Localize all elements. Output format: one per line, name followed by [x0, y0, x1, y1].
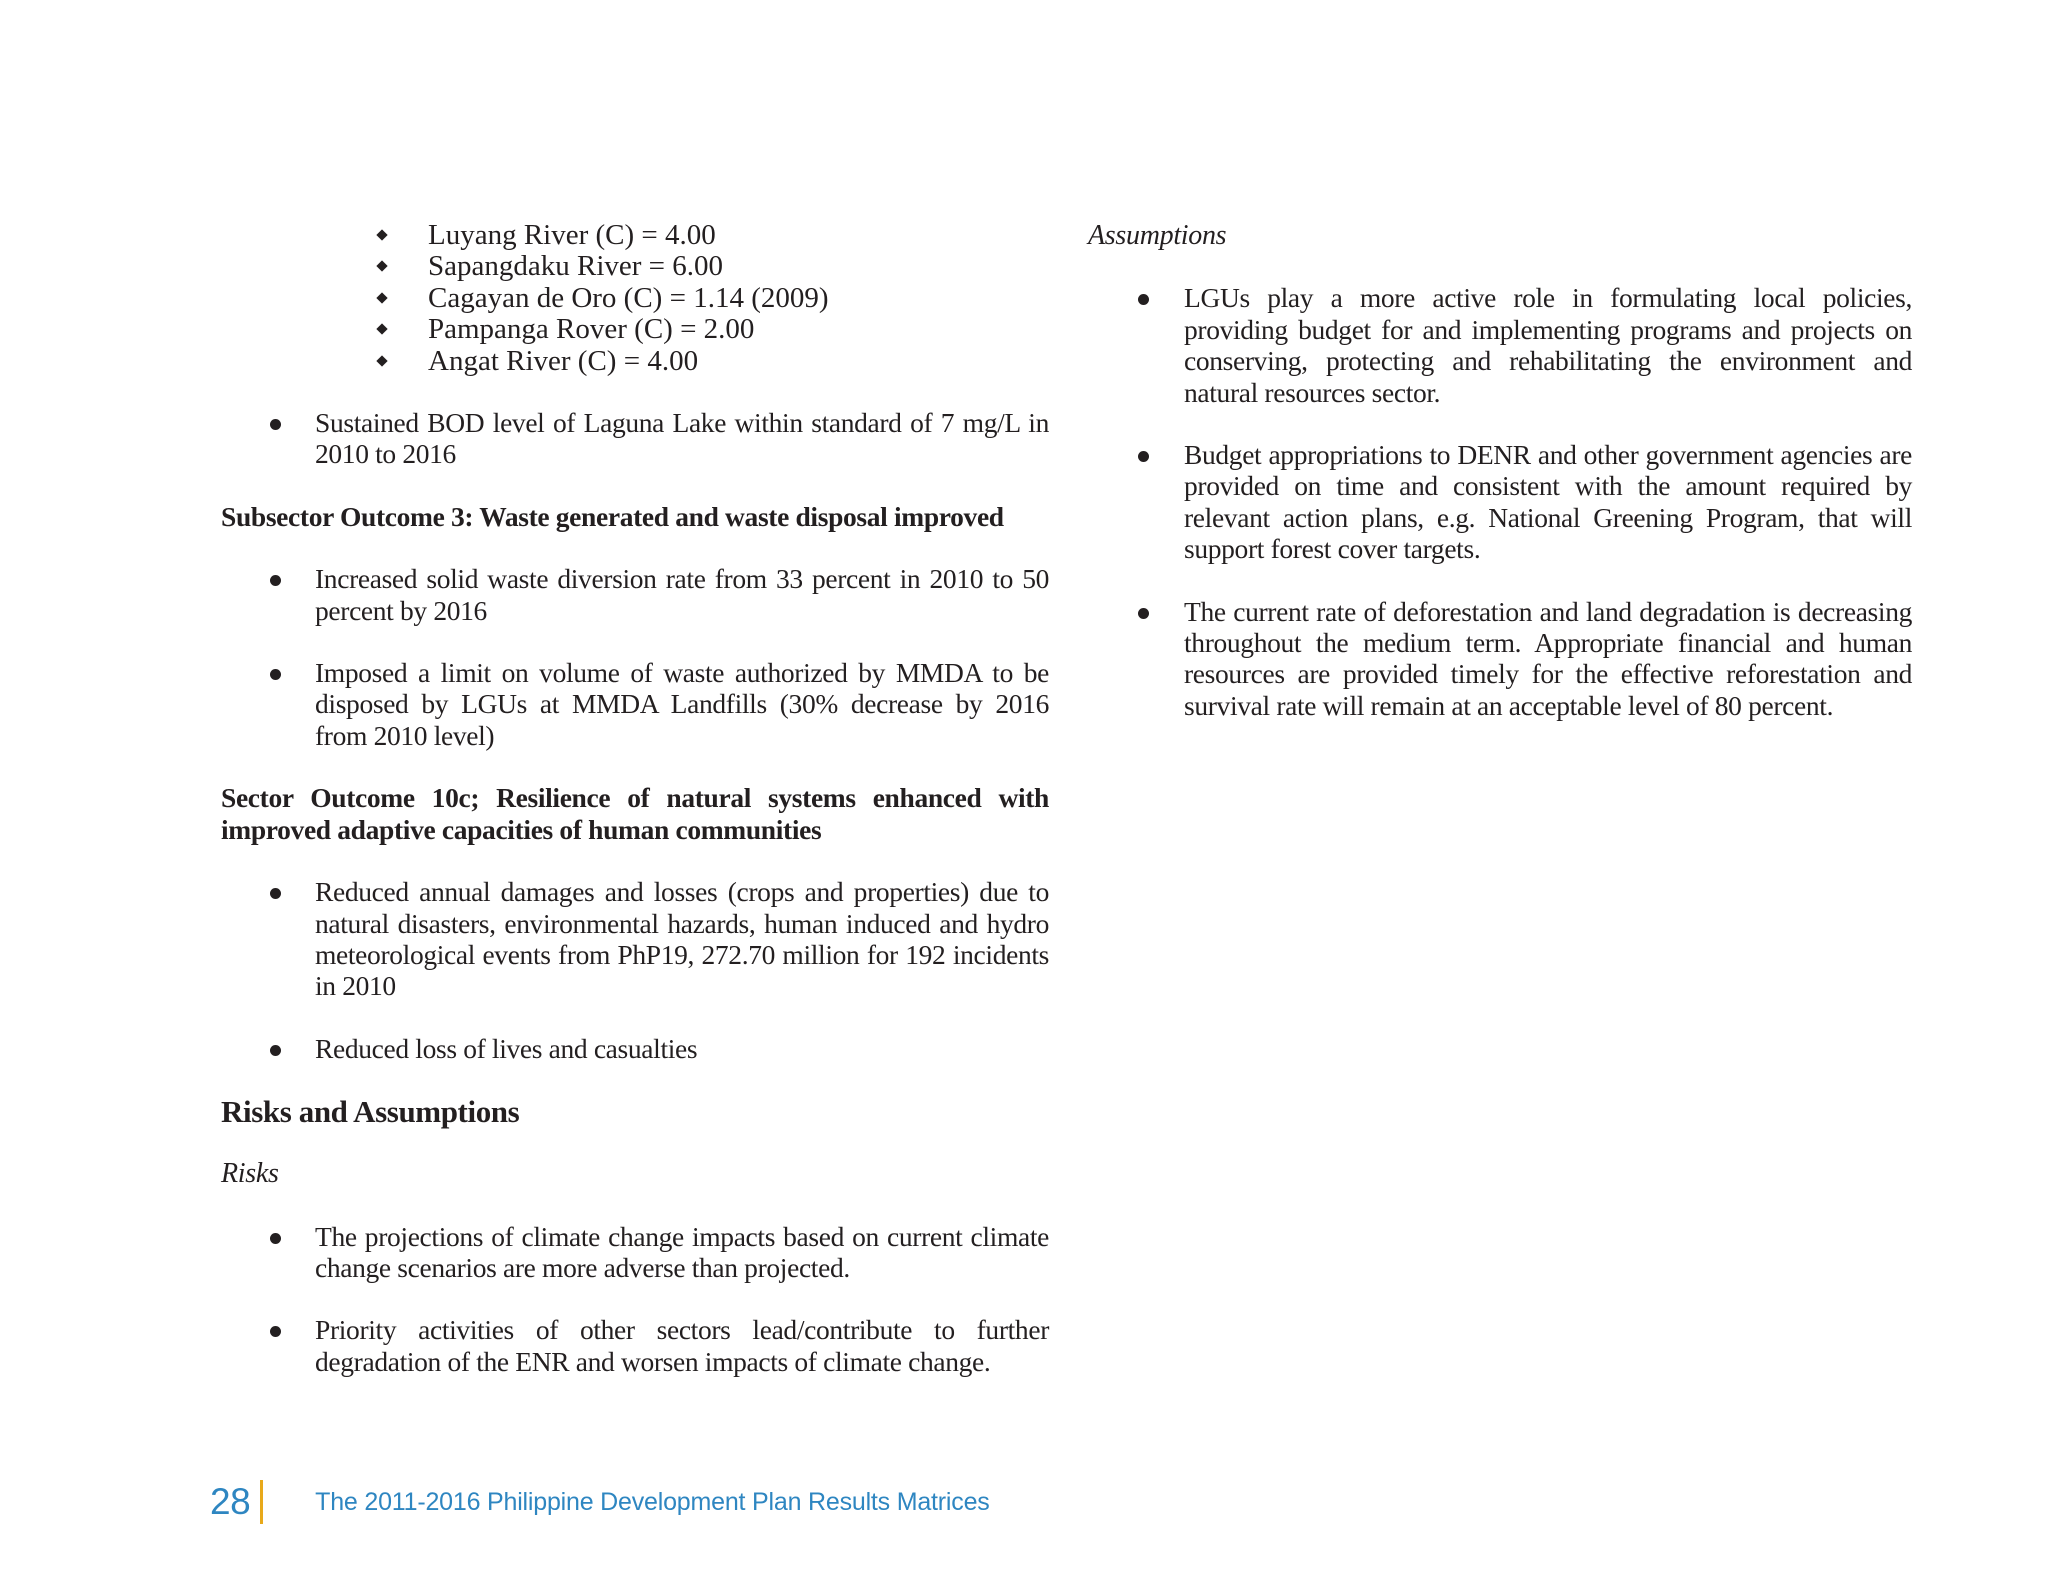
bullet-dot-icon	[270, 575, 281, 586]
bullet-text: Priority activities of other sectors lead/contribute to further degradation of the ENR and worsen impacts of climate change.	[315, 1314, 1049, 1377]
bullet-text: Reduced annual damages and losses (crops and properties) due to natural disasters, environmental hazards, human induced and hydro meteorological events from PhP19, 272.70 million for 192 incidents in 2010	[315, 876, 1049, 1002]
list-item	[221, 657, 1049, 751]
river-item-text: Luyang River (C) = 4.00	[428, 219, 716, 251]
bullet-dot-icon	[270, 419, 281, 430]
list-item	[221, 1221, 1049, 1284]
risks-and-assumptions-heading: Risks and Assumptions	[221, 1094, 520, 1130]
list-item	[221, 1314, 1049, 1377]
assumptions-list	[1088, 282, 1912, 721]
river-item-text: Cagayan de Oro (C) = 1.14 (2009)	[428, 281, 829, 314]
river-item-text: Sapangdaku River = 6.00	[428, 250, 724, 283]
bullet-text: The projections of climate change impacts based on current climate change scenarios are more adverse than projected.	[315, 1220, 1049, 1283]
right-column	[1088, 220, 1912, 752]
list-item	[1088, 596, 1912, 722]
bullet-dot-icon	[270, 669, 281, 680]
diamond-bullet-icon	[376, 324, 387, 335]
page-number: 28	[210, 1481, 251, 1522]
sector-outcome-10c-title: Sector Outcome 10c; Resilience of natural systems enhanced with improved adaptive capacities of human communities	[221, 782, 1049, 845]
diamond-bullet-icon	[376, 355, 387, 366]
bullet-dot-icon	[270, 1045, 281, 1056]
list-item	[371, 220, 1049, 251]
diamond-bullet-icon	[376, 261, 387, 272]
list-item	[221, 876, 1049, 1002]
list-item	[221, 1033, 1049, 1064]
bullet-dot-icon	[270, 1233, 281, 1244]
left-column	[221, 220, 1049, 1408]
risks-heading: Risks	[221, 1158, 279, 1190]
diamond-bullet-icon	[376, 292, 387, 303]
bullet-text: Imposed a limit on volume of waste authorized by MMDA to be disposed by LGUs at MMDA Landfills (30% decrease by 2016 from 2010 level)	[315, 657, 1049, 751]
bullet-text: Increased solid waste diversion rate from 33 percent in 2010 to 50 percent by 2016	[315, 563, 1049, 626]
bullet-dot-icon	[1138, 451, 1149, 462]
page-footer	[210, 1478, 990, 1526]
sector-outcome-10c-list	[221, 876, 1049, 1064]
bullet-dot-icon	[1138, 294, 1149, 305]
bod-bullet-text: Sustained BOD level of Laguna Lake within standard of 7 mg/L in 2010 to 2016	[315, 407, 1049, 470]
bullet-dot-icon	[270, 888, 281, 899]
river-item-text: Pampanga Rover (C) = 2.00	[428, 313, 755, 346]
assumptions-heading: Assumptions	[1088, 220, 1227, 251]
subsector-outcome-3-list	[221, 563, 1049, 751]
document-title: The 2011-2016 Philippine Development Plan Results Matrices	[315, 1487, 990, 1516]
bullet-text: Reduced loss of lives and casualties	[315, 1032, 698, 1064]
bullet-text: LGUs play a more active role in formulating local policies, providing budget for and implementing programs and projects on conserving, protecting and rehabilitating the environment and natural resources sector.	[1184, 282, 1912, 408]
list-item	[1088, 439, 1912, 565]
list-item	[221, 563, 1049, 626]
bullet-dot-icon	[1138, 608, 1149, 619]
bod-bullet-list	[221, 407, 1049, 470]
list-item	[371, 346, 1049, 377]
list-item	[371, 283, 1049, 314]
bullet-dot-icon	[270, 1326, 281, 1337]
bullet-text: Budget appropriations to DENR and other government agencies are provided on time and consistent with the amount required by relevant action plans, e.g. National Greening Program, that will support forest cover targets.	[1184, 439, 1912, 565]
river-item-text: Angat River (C) = 4.00	[428, 344, 699, 377]
river-bod-list	[221, 220, 1049, 377]
subsector-outcome-3-title: Subsector Outcome 3: Waste generated and waste disposal improved	[221, 500, 1004, 532]
list-item	[1088, 282, 1912, 408]
footer-divider	[260, 1480, 263, 1524]
list-item	[371, 314, 1049, 345]
list-item	[221, 407, 1049, 470]
risks-list	[221, 1221, 1049, 1378]
list-item	[371, 251, 1049, 282]
diamond-bullet-icon	[376, 229, 387, 240]
bullet-text: The current rate of deforestation and land degradation is decreasing throughout the medium term. Appropriate financial and human resources are provided timely for the effective reforestation and survival rate will remain at an acceptable level of 80 percent.	[1184, 595, 1912, 721]
